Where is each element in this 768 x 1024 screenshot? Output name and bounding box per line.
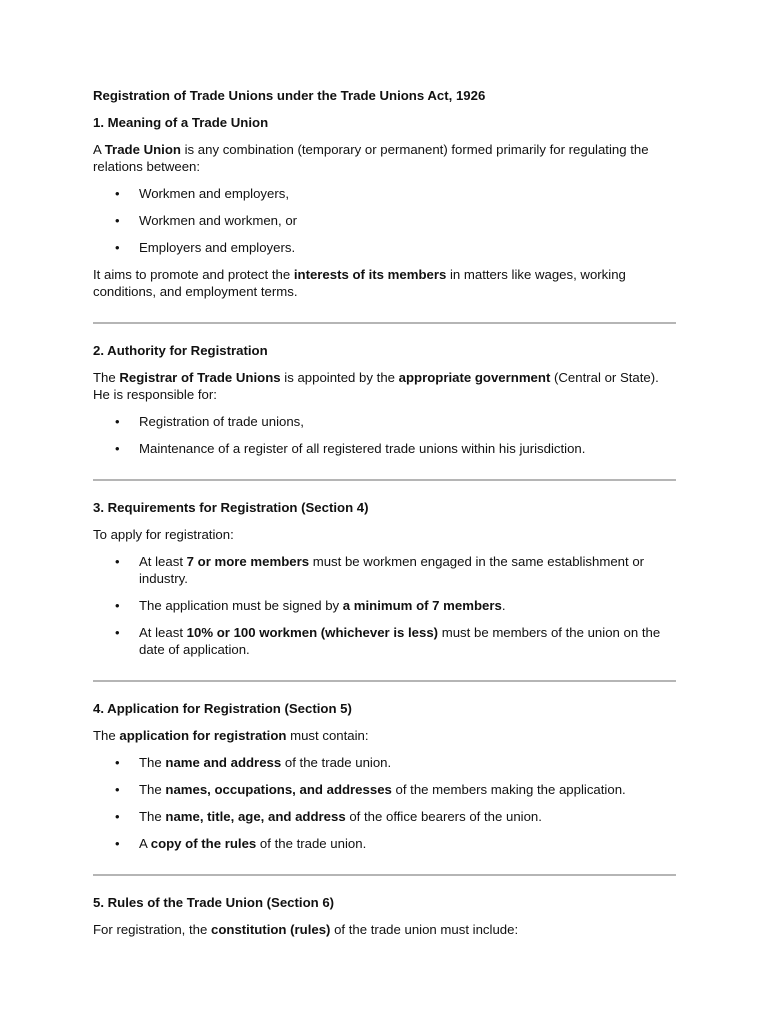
text-run: At least <box>139 554 187 569</box>
text-run: of the trade union. <box>281 755 392 770</box>
section-meaning-of-trade-union <box>93 114 676 300</box>
text-run: must contain: <box>286 728 369 743</box>
divider <box>93 479 676 481</box>
bold-term: 10% or 100 workmen (whichever is less) <box>186 625 439 640</box>
section-authority-for-registration <box>93 342 676 457</box>
list-item <box>93 808 676 825</box>
section-rules-of-trade-union <box>93 894 676 938</box>
text-run: The <box>93 728 120 743</box>
text-run: of the trade union must include: <box>330 922 519 937</box>
document-title: Registration of Trade Unions under the Trade Unions Act, 1926 <box>93 88 486 103</box>
paragraph <box>93 921 676 938</box>
paragraph <box>93 266 676 300</box>
section-heading: 3. Requirements for Registration (Section 4) <box>93 500 369 515</box>
text-run: The <box>139 809 166 824</box>
list-item <box>93 781 676 798</box>
text-run: is any combination (temporary or permanent) formed primarily for regulating the relations between: <box>93 142 649 174</box>
bullet-list <box>93 185 676 256</box>
bold-term: application for registration <box>119 728 287 743</box>
text-run: A <box>93 142 105 157</box>
text-run: The application must be signed by <box>139 598 343 613</box>
divider <box>93 322 676 324</box>
divider <box>93 680 676 682</box>
text-run: It aims to promote and protect the <box>93 267 294 282</box>
text-run: of the members making the application. <box>391 782 626 797</box>
text-run: A <box>139 836 151 851</box>
text-run: For registration, the <box>93 922 212 937</box>
text-run: must be workmen engaged in the same establishment or industry. <box>139 554 645 586</box>
list-item: • Maintenance of a register of all registered trade unions within his jurisdiction. <box>93 440 676 457</box>
list-item: • Workmen and workmen, or <box>93 212 676 229</box>
list-item <box>93 754 676 771</box>
bold-term: names, occupations, and addresses <box>165 782 392 797</box>
list-item: • Registration of trade unions, <box>93 413 676 430</box>
list-item: • Employers and employers. <box>93 239 676 256</box>
paragraph <box>93 369 676 403</box>
paragraph <box>93 727 676 744</box>
text-run: The <box>139 755 166 770</box>
bullet-list <box>93 553 676 658</box>
list-item: • Workmen and employers, <box>93 185 676 202</box>
section-heading: 5. Rules of the Trade Union (Section 6) <box>93 895 335 910</box>
text-run: . <box>501 598 506 613</box>
paragraph: To apply for registration: <box>93 527 234 542</box>
list-item <box>93 597 676 614</box>
bold-term: appropriate government <box>398 370 551 385</box>
section-heading: 1. Meaning of a Trade Union <box>93 115 269 130</box>
bold-term: Registrar of Trade Unions <box>119 370 281 385</box>
text-run: in matters like wages, working conditions, and employment terms. <box>93 267 626 299</box>
text-run: The <box>93 370 120 385</box>
section-application-for-registration <box>93 700 676 852</box>
text-run: is appointed by the <box>280 370 399 385</box>
text-run: of the office bearers of the union. <box>345 809 542 824</box>
text-run: The <box>139 782 166 797</box>
list-item <box>93 553 676 587</box>
bullet-list <box>93 413 676 457</box>
bold-term: a minimum of 7 members <box>342 598 502 613</box>
paragraph <box>93 141 676 175</box>
section-requirements-for-registration <box>93 499 676 658</box>
text-run: must be members of the union on the date of application. <box>139 625 661 657</box>
text-run: (Central or State). He is responsible for: <box>93 370 659 402</box>
text-run: At least <box>139 625 187 640</box>
bold-term: 7 or more members <box>186 554 310 569</box>
text-run: of the trade union. <box>256 836 367 851</box>
bold-term: interests of its members <box>293 267 447 282</box>
bold-term: constitution (rules) <box>211 922 331 937</box>
section-heading: 4. Application for Registration (Section 5) <box>93 701 352 716</box>
bold-term: Trade Union <box>104 142 181 157</box>
divider <box>93 874 676 876</box>
bullet-list <box>93 754 676 852</box>
section-heading: 2. Authority for Registration <box>93 343 268 358</box>
bold-term: name and address <box>165 755 282 770</box>
bold-term: name, title, age, and address <box>165 809 346 824</box>
list-item <box>93 624 676 658</box>
bold-term: copy of the rules <box>150 836 257 851</box>
list-item <box>93 835 676 852</box>
